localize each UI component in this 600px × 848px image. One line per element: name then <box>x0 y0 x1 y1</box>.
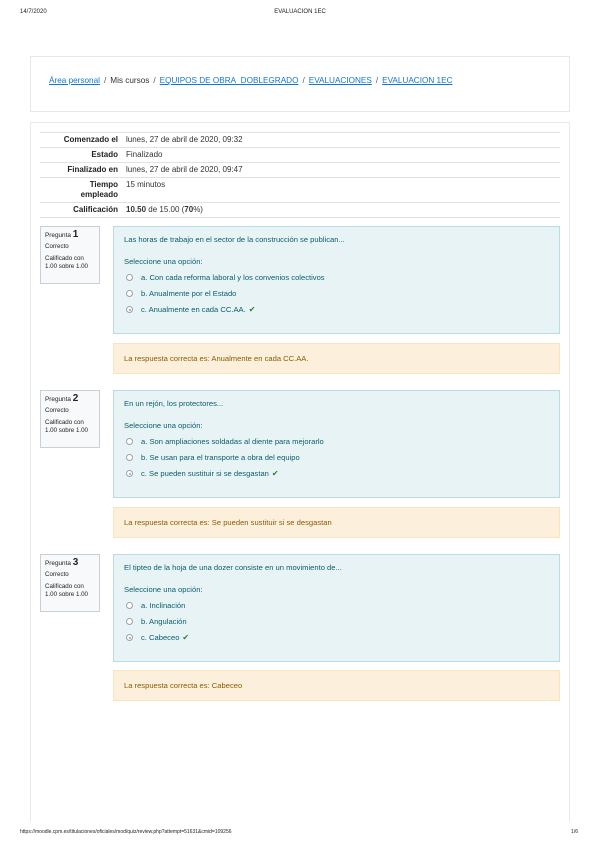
question-info <box>40 554 100 612</box>
answer-option[interactable] <box>124 633 549 642</box>
print-page-number: 1/6 <box>571 829 578 835</box>
question-state: Correcto <box>45 407 69 414</box>
question-prompt: Seleccione una opción: <box>124 585 203 594</box>
question-grade <box>45 255 95 271</box>
check-icon: ✔ <box>182 633 190 642</box>
summary-value: Finalizado <box>126 150 163 159</box>
question-text: En un rejón, los protectores... <box>124 399 224 408</box>
question-grade-line: 1.00 sobre 1.00 <box>45 427 89 434</box>
question-text: Las horas de trabajo en el sector de la construcción se publican... <box>124 235 345 244</box>
question-content <box>113 226 560 334</box>
breadcrumb-evaluaciones[interactable]: EVALUACIONES <box>308 76 372 85</box>
question-number: 2 <box>72 393 79 404</box>
summary-row-state <box>40 148 560 163</box>
question-label: Pregunta <box>45 560 71 567</box>
question-info <box>40 390 100 448</box>
summary-value: lunes, 27 de abril de 2020, 09:32 <box>126 135 243 144</box>
breadcrumb <box>49 76 452 85</box>
summary-row-grade <box>40 203 560 218</box>
question-grade <box>45 419 95 435</box>
summary-label-line: empleado <box>80 190 118 199</box>
summary-row-started <box>40 133 560 148</box>
question-prompt: Seleccione una opción: <box>124 257 203 266</box>
question-prompt: Seleccione una opción: <box>124 421 203 430</box>
summary-value <box>122 205 560 215</box>
summary-label: Finalizado en <box>67 165 118 174</box>
answer-option[interactable] <box>124 601 549 610</box>
print-date: 14/7/2020 <box>20 9 47 15</box>
print-title: EVALUACION 1EC <box>274 9 326 15</box>
summary-label <box>40 180 122 200</box>
print-url: https://moodle.cpm.es/titulaciones/oficiales/mod/quiz/review.php?attempt=51631&cmid=109256 <box>20 829 232 835</box>
radio-button-selected[interactable] <box>126 470 133 477</box>
summary-label-line: Tiempo <box>89 180 118 189</box>
answer-option-label: a. Con cada reforma laboral y los convenios colectivos <box>141 273 325 282</box>
radio-button[interactable] <box>126 438 133 445</box>
answer-option-label: c. Se pueden sustituir si se desgastan <box>141 469 269 478</box>
question-content <box>113 554 560 662</box>
question-number: 1 <box>72 229 79 240</box>
summary-row-finished <box>40 163 560 178</box>
radio-button-selected[interactable] <box>126 634 133 641</box>
answer-option[interactable] <box>124 273 549 282</box>
check-icon: ✔ <box>248 305 256 314</box>
grade-score: 10.50 <box>126 205 147 214</box>
question-content <box>113 390 560 498</box>
radio-button[interactable] <box>126 290 133 297</box>
summary-value: lunes, 27 de abril de 2020, 09:47 <box>126 165 243 174</box>
question-number: 3 <box>72 557 79 568</box>
question-label: Pregunta <box>45 232 71 239</box>
breadcrumb-area-personal[interactable]: Área personal <box>49 76 100 85</box>
quiz-summary-table <box>40 132 560 218</box>
breadcrumb-separator: / <box>375 76 379 85</box>
breadcrumb-card <box>30 56 570 112</box>
summary-label: Comenzado el <box>63 135 118 144</box>
radio-button[interactable] <box>126 274 133 281</box>
grade-end: %) <box>193 205 203 214</box>
correct-answer-feedback: La respuesta correcta es: Se pueden sustituir si se desgastan <box>113 507 560 538</box>
question-state: Correcto <box>45 243 69 250</box>
grade-percent: 70 <box>184 205 194 214</box>
question-grade-line: Calificado con <box>45 255 84 262</box>
grade-mid: de 15.00 ( <box>146 205 185 214</box>
question-grade-line: Calificado con <box>45 419 84 426</box>
question-text: El tipteo de la hoja de una dozer consiste en un movimiento de... <box>124 563 342 572</box>
answer-option[interactable] <box>124 305 549 314</box>
question-label: Pregunta <box>45 396 71 403</box>
breadcrumb-course[interactable]: EQUIPOS DE OBRA_DOBLEGRADO <box>159 76 299 85</box>
question-grade-line: Calificado con <box>45 583 84 590</box>
print-header <box>0 9 600 19</box>
radio-button[interactable] <box>126 602 133 609</box>
answer-option-label: a. Inclinación <box>141 601 186 610</box>
answer-option[interactable] <box>124 453 549 462</box>
question-grade-line: 1.00 sobre 1.00 <box>45 263 89 270</box>
answer-option[interactable] <box>124 469 549 478</box>
breadcrumb-separator: / <box>103 76 107 85</box>
answer-option-label: b. Se usan para el transporte a obra del equipo <box>141 453 300 462</box>
question-grade <box>45 583 95 599</box>
answer-option-label: c. Cabeceo <box>141 633 180 642</box>
breadcrumb-quiz[interactable]: EVALUACION 1EC <box>382 76 453 85</box>
answer-option-label: b. Anualmente por el Estado <box>141 289 237 298</box>
summary-value: 15 minutos <box>126 180 166 189</box>
question-info <box>40 226 100 284</box>
question-grade-line: 1.00 sobre 1.00 <box>45 591 89 598</box>
answer-option[interactable] <box>124 289 549 298</box>
breadcrumb-separator: / <box>302 76 305 85</box>
radio-button-selected[interactable] <box>126 306 133 313</box>
correct-answer-feedback: La respuesta correcta es: Anualmente en cada CC.AA. <box>113 343 560 374</box>
breadcrumb-separator: / <box>153 76 156 85</box>
summary-row-time <box>40 178 560 203</box>
answer-option[interactable] <box>124 437 549 446</box>
breadcrumb-mis-cursos: Mis cursos <box>110 76 150 85</box>
correct-answer-feedback: La respuesta correcta es: Cabeceo <box>113 670 560 701</box>
answer-option-label: a. Son ampliaciones soldadas al diente para mejorarlo <box>141 437 324 446</box>
summary-label: Calificación <box>73 205 118 214</box>
check-icon: ✔ <box>271 469 279 478</box>
radio-button[interactable] <box>126 618 133 625</box>
answer-option-label: c. Anualmente en cada CC.AA. <box>141 305 246 314</box>
radio-button[interactable] <box>126 454 133 461</box>
answer-option-label: b. Angulación <box>141 617 187 626</box>
question-state: Correcto <box>45 571 69 578</box>
summary-label: Estado <box>91 150 118 159</box>
answer-option[interactable] <box>124 617 549 626</box>
